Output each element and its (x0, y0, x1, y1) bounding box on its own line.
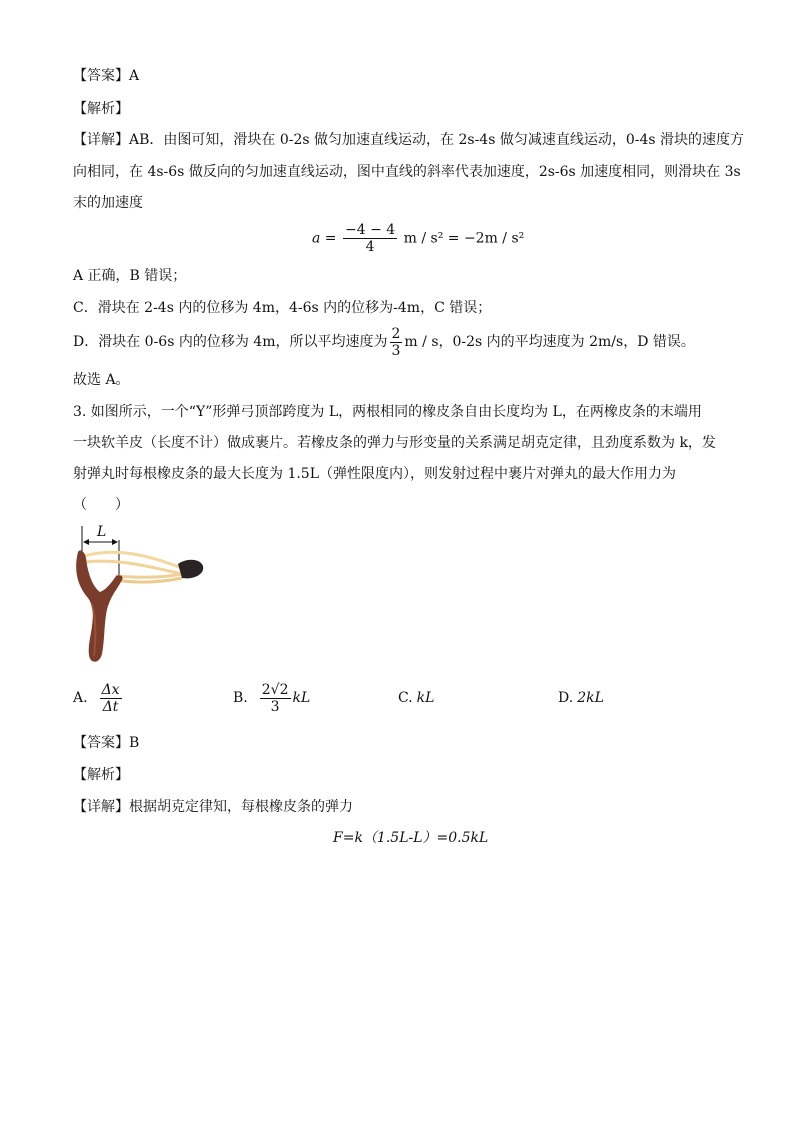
question-3-line-1: 3. 如图所示，一个“Y”形弹弓顶部跨度为 L，两根相同的橡皮条自由长度均为 L，在两橡皮条的末端用 (73, 404, 702, 420)
option-a-label: A. (73, 690, 88, 706)
question-3-line-3: 射弹丸时每根橡皮条的最大长度为 1.5L（弹性限度内），则发射过程中裹片对弹丸的最大作用力为 (73, 466, 677, 482)
option-a (73, 680, 124, 716)
line-d-num: 2 (391, 325, 401, 342)
option-b (233, 680, 310, 716)
acceleration-formula (312, 222, 524, 255)
option-b-fraction (260, 682, 291, 715)
detail-text-2: 根据胡克定律知，每根橡皮条的弹力 (129, 799, 353, 815)
arrow-right-icon (112, 539, 118, 545)
analysis-tag-2: 【解析】 (73, 767, 129, 783)
option-c (398, 680, 434, 716)
question-3-line-2: 一块软羊皮（长度不计）做成裹片。若橡皮条的弹力与形变量的关系满足胡克定律，且劲度系数为 k，发 (73, 435, 716, 451)
option-d-label: D. (558, 690, 574, 706)
formula-fraction (343, 222, 397, 255)
formula-rhs: m / s² = −2m / s² (403, 230, 525, 247)
option-a-num: Δx (101, 681, 120, 698)
option-d-text: 2kL (577, 690, 604, 706)
slingshot-figure (70, 518, 210, 663)
line-d-pre: D．滑块在 0-6s 内的位移为 4m，所以平均速度为 (73, 334, 388, 350)
detail-tag-2: 【详解】 (73, 799, 129, 815)
slingshot-frame (76, 550, 122, 661)
line-a-correct: A 正确，B 错误； (73, 268, 187, 284)
arrow-left-icon (83, 539, 89, 545)
dimension-label: L (97, 524, 107, 540)
detail-line-2: 向相同，在 4s-6s 做反向的匀加速直线运动，图中直线的斜率代表加速度，2s-6s 加速度相同，则滑块在 3s (73, 164, 741, 180)
option-d (558, 680, 604, 716)
answer-value: A (129, 68, 140, 84)
analysis-tag: 【解析】 (73, 101, 129, 117)
analysis-line-2 (73, 765, 723, 785)
option-b-den: 3 (270, 698, 280, 715)
option-b-num: 2√2 (261, 681, 289, 698)
line-d-fraction (390, 326, 403, 359)
formula-numerator: −4 − 4 (344, 222, 396, 238)
option-a-den: Δt (102, 698, 119, 715)
analysis-line-1 (73, 99, 723, 119)
formula-lhs: a = (312, 230, 337, 247)
question-3-paren: （ ） (73, 497, 129, 513)
line-d-post: m / s，0-2s 内的平均速度为 2m/s，D 错误。 (404, 334, 695, 350)
line-d-den: 3 (391, 342, 401, 359)
option-a-fraction (100, 682, 122, 715)
formula-denominator: 4 (365, 239, 375, 255)
detail-line-3: 末的加速度 (73, 195, 143, 211)
answer-value-2: B (129, 735, 140, 751)
line-c: C．滑块在 2-4s 内的位移为 4m，4-6s 内的位移为-4m，C 错误； (73, 300, 492, 316)
hooke-formula: F=k（1.5L-L）=0.5kL (333, 830, 489, 846)
detail-line-1 (73, 130, 745, 150)
option-c-label: C. (398, 690, 413, 706)
option-b-label: B. (233, 690, 248, 706)
pouch (178, 560, 203, 579)
detail-line-2-hooke (73, 797, 723, 817)
line-d (73, 324, 723, 360)
detail-text: AB．由图可知，滑块在 0-2s 做匀加速直线运动，在 2s-4s 做匀减速直线运动，0-4s 滑块的速度方 (129, 132, 745, 148)
answer-tag: 【答案】 (73, 68, 129, 84)
option-b-tail: kL (292, 690, 311, 706)
detail-tag: 【详解】 (73, 132, 129, 148)
choose-line: 故选 A。 (73, 372, 130, 388)
answer-tag-2: 【答案】 (73, 735, 129, 751)
option-c-text: kL (416, 690, 435, 706)
rubber-band-lower (116, 574, 182, 577)
answer-line-2 (73, 733, 723, 753)
answer-line-1 (73, 66, 723, 86)
